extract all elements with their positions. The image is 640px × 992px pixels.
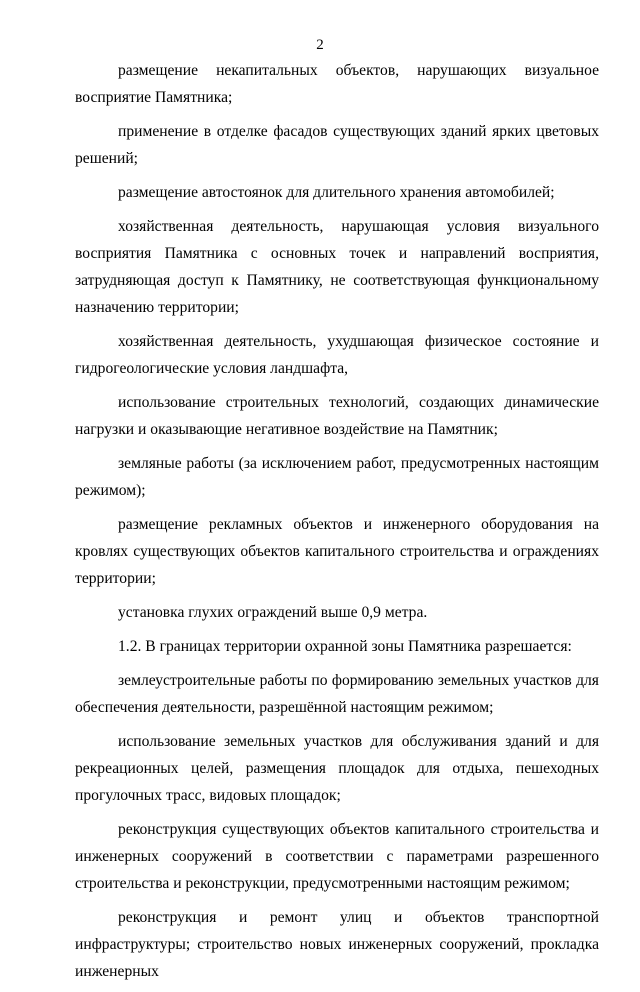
paragraph-1: размещение некапитальных объектов, нарушающих визуальное восприятие Памятника; bbox=[75, 62, 599, 106]
paragraph-4: хозяйственная деятельность, нарушающая условия визуального восприятия Памятника с основных точек и направлений восприятия, затрудняющая доступ к Памятнику, не соответствующая функциональному назначению территории; bbox=[75, 218, 599, 316]
paragraph-5: хозяйственная деятельность, ухудшающая физическое состояние и гидрогеологические условия ландшафта, bbox=[75, 333, 599, 377]
document-body bbox=[75, 57, 599, 992]
paragraph-10: 1.2. В границах территории охранной зоны Памятника разрешается: bbox=[118, 638, 572, 655]
paragraph-13: реконструкция существующих объектов капитального строительства и инженерных сооружений в соответствии с параметрами разрешенного строительства и реконструкции, предусмотренными настоящим режимом; bbox=[75, 821, 599, 892]
paragraph-2: применение в отделке фасадов существующих зданий ярких цветовых решений; bbox=[75, 123, 599, 167]
paragraph-11: землеустроительные работы по формированию земельных участков для обеспечения деятельности, разрешённой настоящим режимом; bbox=[75, 672, 599, 716]
paragraph-7: земляные работы (за исключением работ, предусмотренных настоящим режимом); bbox=[75, 455, 599, 499]
paragraph-12: использование земельных участков для обслуживания зданий и для рекреационных целей, размещения площадок для отдыха, пешеходных прогулочных трасс, видовых площадок; bbox=[75, 733, 599, 804]
paragraph-6: использование строительных технологий, создающих динамические нагрузки и оказывающие негативное воздействие на Памятник; bbox=[75, 394, 599, 438]
paragraph-9: установка глухих ограждений выше 0,9 метра. bbox=[118, 604, 428, 621]
paragraph-3: размещение автостоянок для длительного хранения автомобилей; bbox=[118, 184, 555, 201]
page-number: 2 bbox=[316, 37, 324, 53]
paragraph-14: реконструкция и ремонт улиц и объектов транспортной инфраструктуры; строительство новых инженерных сооружений, прокладка инженерных bbox=[75, 909, 599, 980]
paragraph-8: размещение рекламных объектов и инженерного оборудования на кровлях существующих объектов капитального строительства и ограждениях территории; bbox=[75, 516, 599, 587]
